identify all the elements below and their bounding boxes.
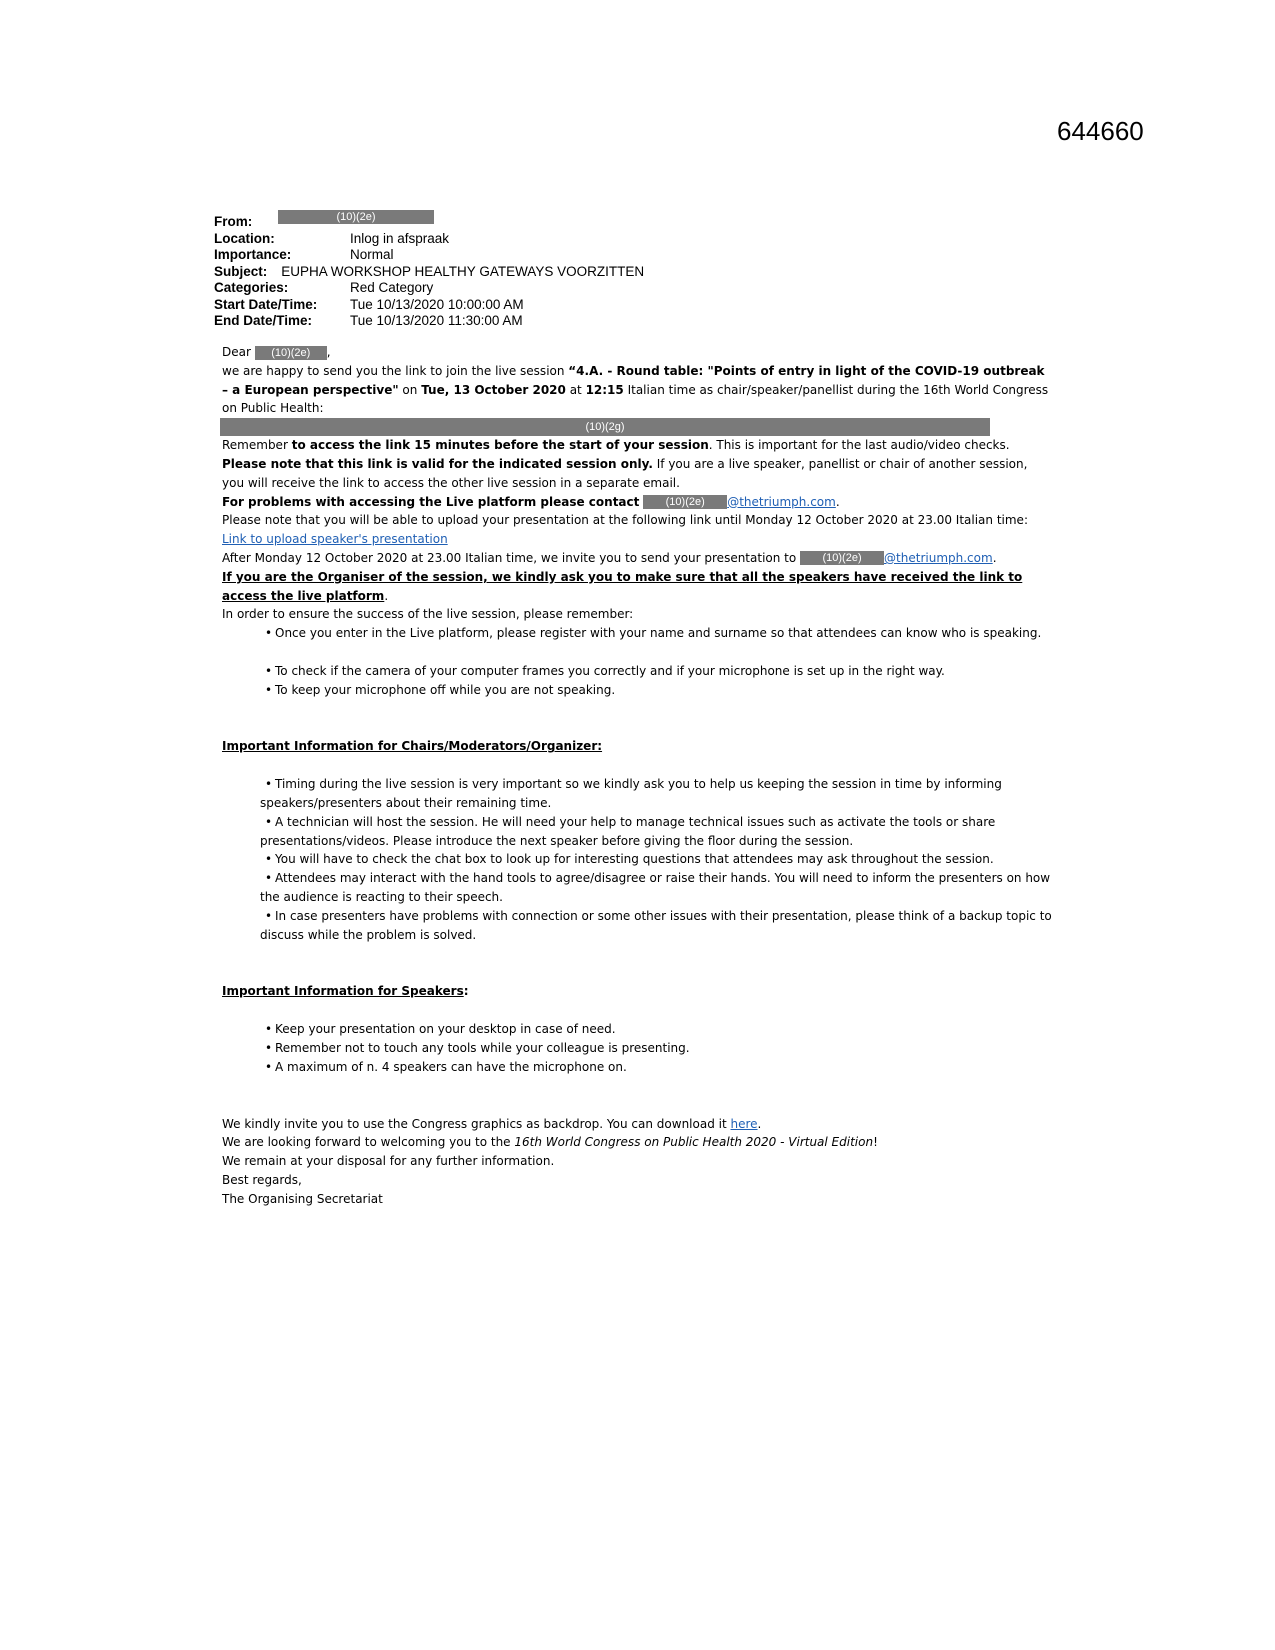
end-value: Tue 10/13/2020 11:30:00 AM — [350, 313, 523, 328]
chairs-list — [222, 775, 1052, 944]
from-redaction: (10)(2e) — [278, 210, 434, 224]
chairs-heading — [222, 737, 1052, 756]
dear-text: Dear — [222, 345, 251, 359]
forward-text: We are looking forward to welcoming you to the — [222, 1135, 515, 1150]
list-item: • You will have to check the chat box to look up for interesting questions that attendees may ask throughout the session. — [260, 850, 1052, 869]
forward-paragraph: We are looking forward to welcoming you to the 16th World Congress on Public Health 2020 - Virtual Edition! — [222, 1135, 878, 1150]
after-redaction: (10)(2e) — [800, 551, 884, 565]
intro-text-4: Italian time as chair/speaker/panellist during the 16th World Congress on Public Health: — [222, 382, 1049, 416]
problems-bold: For problems with accessing the Live platform please contact — [222, 494, 640, 509]
problems-email-link[interactable]: @thetriumph.com — [727, 494, 836, 509]
after-email-link[interactable]: @thetriumph.com — [884, 550, 993, 565]
dear-redaction: (10)(2e) — [255, 346, 327, 360]
download-here-link[interactable]: here — [730, 1116, 758, 1131]
ensure-paragraph: In order to ensure the success of the live session, please remember: — [222, 607, 634, 622]
categories-row — [214, 280, 644, 297]
subject-label: Subject: — [214, 263, 268, 279]
after-text: After Monday 12 October 2020 at 23.00 Italian time, we invite you to send your presentation to — [222, 550, 797, 565]
importance-value: Normal — [350, 247, 394, 262]
end-label: End Date/Time: — [214, 313, 313, 328]
after-paragraph: After Monday 12 October 2020 at 23.00 Italian time, we invite you to send your presentation to (10)(2e) @thetriumph.com. — [222, 550, 997, 565]
from-row — [214, 211, 644, 231]
subject-row — [214, 264, 644, 281]
start-label: Start Date/Time: — [214, 296, 318, 312]
location-value: Inlog in afspraak — [350, 230, 450, 246]
remember-paragraph — [222, 436, 1052, 455]
categories-value: Red Category — [350, 280, 434, 295]
location-label: Location: — [214, 230, 275, 246]
list-item: • A maximum of n. 4 speakers can have the microphone on. — [260, 1058, 1052, 1077]
remember-bold: to access the link 15 minutes before the start of your session — [291, 438, 709, 453]
list-item: • In case presenters have problems with connection or some other issues with their presentation, please think of a backup topic to discuss while the problem is solved. — [260, 907, 1052, 945]
intro-text-1: we are happy to send you the link to join the live session — [222, 363, 569, 378]
subject-value: EUPHA WORKSHOP HEALTHY GATEWAYS VOORZITTEN — [281, 263, 645, 279]
graphics-text: We kindly invite you to use the Congress graphics as backdrop. You can download it — [222, 1116, 731, 1131]
intro-session: “4.A. - Round table: "Points of entry in light of the COVID-19 outbreak – a European perspective" — [222, 363, 1045, 397]
greeting: Dear (10)(2e) , — [222, 345, 331, 359]
valid-paragraph — [222, 455, 1052, 493]
email-body — [222, 343, 1052, 1208]
intro-paragraph — [222, 362, 1052, 418]
speakers-heading-text: Important Information for Speakers — [222, 984, 464, 999]
valid-bold: Please note that this link is valid for the indicated session only. — [222, 456, 653, 471]
list-item: • To check if the camera of your computer frames you correctly and if your microphone is set up in the right way. — [260, 662, 1052, 681]
forward-italic: 16th World Congress on Public Health 2020 - Virtual Edition — [514, 1135, 874, 1150]
intro-text-2: on — [398, 382, 422, 397]
graphics-paragraph: We kindly invite you to use the Congress graphics as backdrop. You can download it here. — [222, 1116, 762, 1131]
upload-paragraph: Please note that you will be able to upload your presentation at the following link until Monday 12 October 2020 at 23.00 Italian time: — [222, 513, 1028, 528]
organiser-bold: If you are the Organiser of the session, we kindly ask you to make sure that all the speakers have received the link to access the live platform — [222, 569, 1023, 603]
importance-row — [214, 247, 644, 264]
start-value: Tue 10/13/2020 10:00:00 AM — [350, 296, 524, 312]
speakers-heading: Important Information for Speakers: — [222, 984, 469, 999]
intro-time: 12:15 — [585, 382, 624, 397]
disposal-line: We remain at your disposal for any further information. — [222, 1154, 555, 1169]
remember-list — [222, 624, 1052, 699]
start-row — [214, 297, 644, 314]
list-item: • Remember not to touch any tools while your colleague is presenting. — [260, 1039, 1052, 1058]
list-item: • Keep your presentation on your desktop in case of need. — [260, 1020, 1052, 1039]
end-row — [214, 313, 644, 330]
regards-line: Best regards, — [222, 1172, 302, 1187]
categories-label: Categories: — [214, 280, 289, 295]
list-item: • Timing during the live session is very important so we kindly ask you to help us keeping the session in time by informing speakers/presenters about their remaining time. — [260, 775, 1052, 813]
problems-paragraph: For problems with accessing the Live platform please contact (10)(2e) @thetriumph.com. — [222, 494, 840, 509]
remember-text-1: Remember — [222, 438, 292, 453]
list-item: • Attendees may interact with the hand tools to agree/disagree or raise their hands. You will need to inform the presenters on how the audience is reacting to their speech. — [260, 869, 1052, 907]
signature-line: The Organising Secretariat — [222, 1191, 383, 1206]
from-label: From: — [214, 214, 253, 229]
document-number: 644660 — [1057, 116, 1144, 146]
problems-redaction: (10)(2e) — [643, 495, 727, 509]
link-redaction: (10)(2g) — [220, 418, 990, 436]
valid-rest: If you are a live speaker, panellist or chair of another session, you will receive the link to access the other live session in a separate email. — [222, 456, 1028, 490]
intro-text-3: at — [565, 382, 586, 397]
importance-label: Importance: — [214, 247, 292, 262]
email-header — [214, 211, 645, 330]
list-item: • Once you enter in the Live platform, please register with your name and surname so that attendees can know who is speaking. — [260, 624, 1052, 643]
organiser-paragraph: If you are the Organiser of the session, we kindly ask you to make sure that all the speakers have received the link to access the live platform. — [222, 569, 1023, 603]
intro-date: Tue, 13 October 2020 — [421, 382, 566, 397]
chairs-heading-text: Important Information for Chairs/Moderators/Organizer: — [222, 739, 603, 754]
speakers-list — [222, 1020, 1052, 1076]
remember-text-2: . This is important for the last audio/video checks. — [708, 438, 1010, 453]
list-item: • To keep your microphone off while you are not speaking. — [260, 681, 1052, 700]
location-row — [214, 231, 644, 248]
upload-presentation-link[interactable]: Link to upload speaker's presentation — [222, 532, 448, 547]
list-item: • A technician will host the session. He will need your help to manage technical issues such as activate the tools or share presentations/videos. Please introduce the next speaker before giving the floor during the session. — [260, 813, 1052, 851]
